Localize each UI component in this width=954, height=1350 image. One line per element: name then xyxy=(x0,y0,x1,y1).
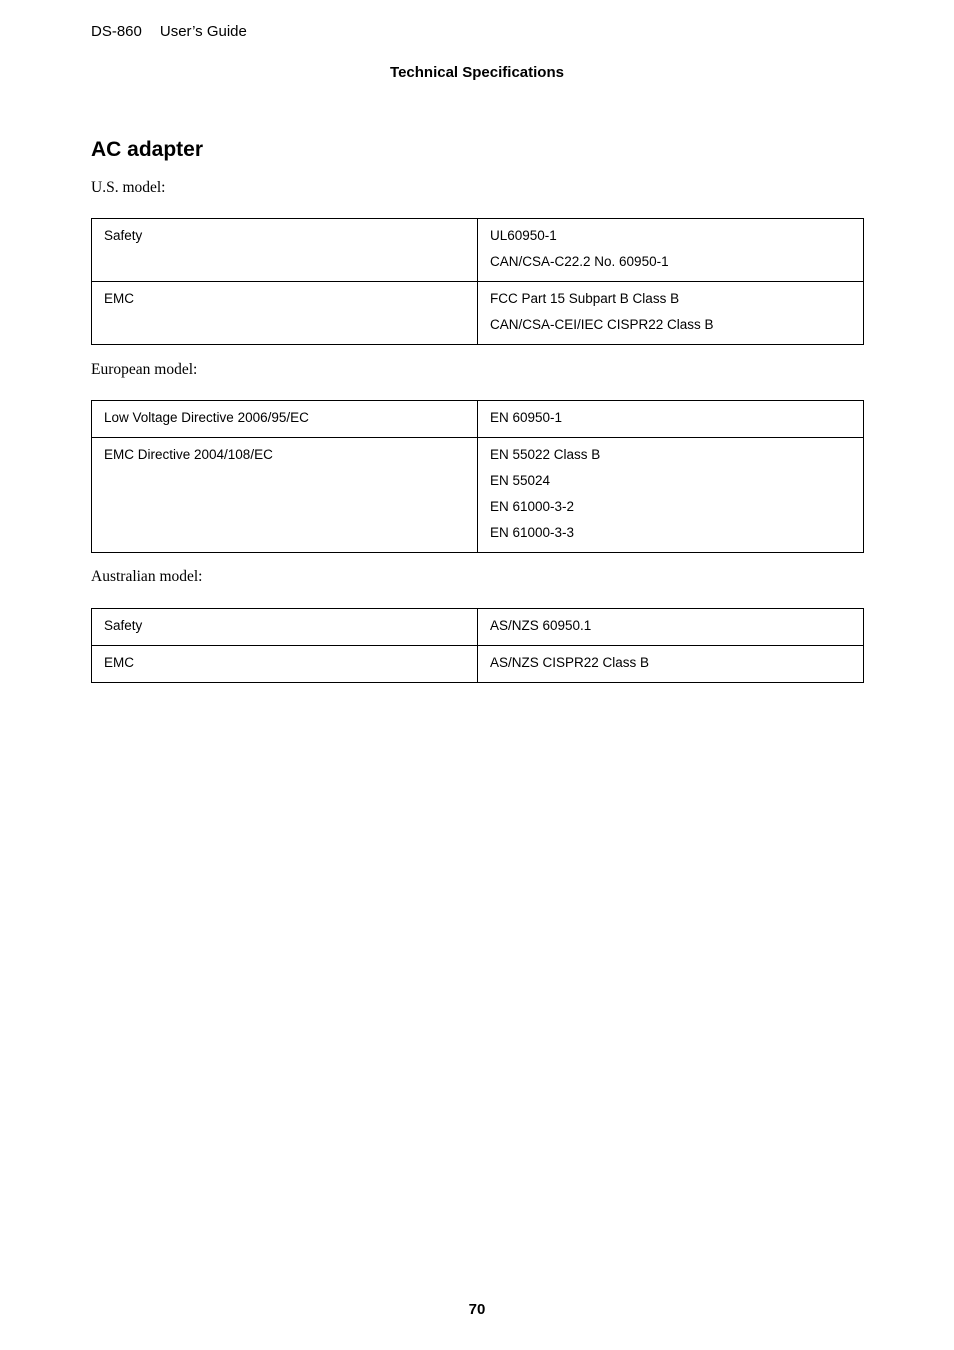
table-row xyxy=(92,646,864,683)
row-label: EMC xyxy=(104,291,134,306)
row-label-cell xyxy=(92,609,478,646)
row-value: CAN/CSA-CEI/IEC CISPR22 Class B xyxy=(490,317,714,332)
row-label-cell xyxy=(92,401,478,438)
page-number: 70 xyxy=(468,1301,486,1318)
table-row xyxy=(92,609,864,646)
row-label: EMC Directive 2004/108/EC xyxy=(104,447,273,462)
table-row xyxy=(92,438,864,553)
row-label-cell xyxy=(92,438,478,553)
row-label-cell xyxy=(92,282,478,345)
row-value: AS/NZS CISPR22 Class B xyxy=(490,655,650,670)
section-title: AC adapter xyxy=(91,138,204,161)
row-value-cell xyxy=(478,219,864,282)
row-value-cell xyxy=(478,401,864,438)
row-value-cell xyxy=(478,282,864,345)
au-spec-table xyxy=(91,608,864,683)
eu-spec-table xyxy=(91,400,864,553)
row-label: EMC xyxy=(104,655,134,670)
row-value: AS/NZS 60950.1 xyxy=(490,618,592,633)
row-label: Low Voltage Directive 2006/95/EC xyxy=(104,410,309,425)
row-label: Safety xyxy=(104,618,143,633)
row-value: UL60950-1 xyxy=(490,228,557,243)
row-value: CAN/CSA-C22.2 No. 60950-1 xyxy=(490,254,669,269)
row-value-cell xyxy=(478,438,864,553)
row-value: EN 55024 xyxy=(490,473,551,488)
row-label: Safety xyxy=(104,228,143,243)
row-label-cell xyxy=(92,646,478,683)
table-row xyxy=(92,219,864,282)
row-value: EN 61000-3-2 xyxy=(490,499,575,514)
running-header xyxy=(91,22,247,42)
row-value: EN 61000-3-3 xyxy=(490,525,575,540)
us-spec-table xyxy=(91,218,864,345)
row-value-cell xyxy=(478,609,864,646)
guide-name: User’s Guide xyxy=(159,23,247,40)
row-value: EN 55022 Class B xyxy=(490,447,601,462)
eu-model-caption: European model: xyxy=(91,361,198,378)
chapter-title: Technical Specifications xyxy=(390,64,564,81)
au-model-caption: Australian model: xyxy=(91,568,203,585)
model-name: DS-860 xyxy=(91,23,142,40)
table-row xyxy=(92,401,864,438)
row-label-cell xyxy=(92,219,478,282)
us-model-caption: U.S. model: xyxy=(91,179,166,196)
row-value: EN 60950-1 xyxy=(490,410,563,425)
row-value: FCC Part 15 Subpart B Class B xyxy=(490,291,680,306)
table-row xyxy=(92,282,864,345)
row-value-cell xyxy=(478,646,864,683)
